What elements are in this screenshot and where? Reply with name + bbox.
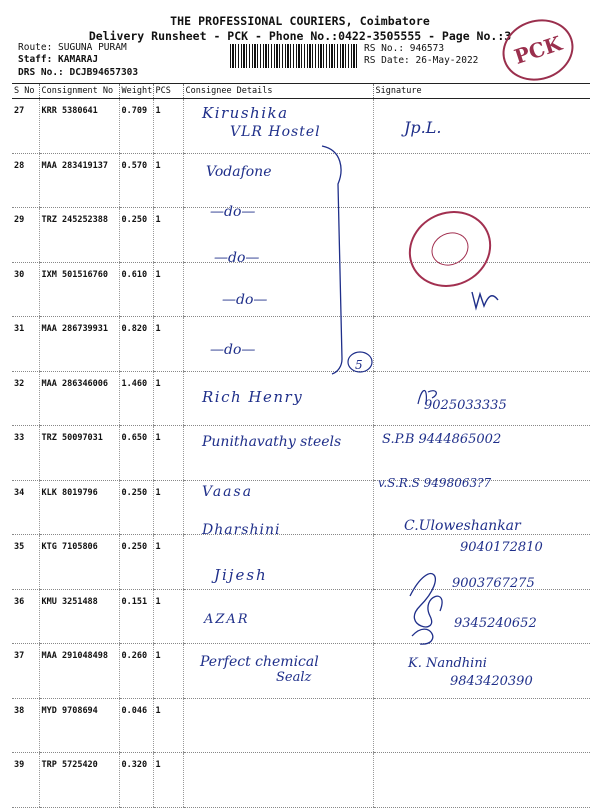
row-consignee-details: [183, 753, 373, 808]
table-row: [12, 153, 590, 208]
row-sno: 37: [12, 644, 39, 699]
hw-signature-39a: K. Nandhini: [408, 656, 487, 671]
hw-consignee-32: —do—: [210, 342, 256, 358]
pck-stamp-text: PCK: [511, 31, 565, 69]
row-pcs: 1: [153, 153, 183, 208]
row-weight: 0.250: [119, 208, 153, 263]
row-pcs: 1: [153, 317, 183, 372]
row-pcs: 1: [153, 698, 183, 753]
col-weight: Weight: [119, 84, 153, 99]
row-consignee-details: [183, 535, 373, 590]
table-row: [12, 208, 590, 263]
row-consignment-no: KLK 8019796: [39, 480, 119, 535]
hw-consignee-28: Vodafone: [206, 164, 272, 180]
row-pcs: 1: [153, 426, 183, 481]
table-row: [12, 753, 590, 808]
route-label: Route: SUGUNA PURAM: [18, 42, 127, 53]
row-consignment-no: KRR 5380641: [39, 99, 119, 154]
row-consignment-no: IXM 501516760: [39, 262, 119, 317]
hw-consignee-30: —do—: [214, 250, 260, 266]
row-weight: 0.610: [119, 262, 153, 317]
hw-signature-39b: 9843420390: [450, 674, 533, 689]
row-consignment-no: TRZ 245252388: [39, 208, 119, 263]
hw-brace: [316, 144, 376, 380]
row-consignment-no: MAA 286346006: [39, 371, 119, 426]
row-weight: 0.250: [119, 535, 153, 590]
table-header-row: [12, 84, 590, 99]
row-sno: 39: [12, 753, 39, 808]
hw-consignee-27b: VLR Hostel: [230, 124, 321, 140]
hw-signature-31: [470, 286, 500, 312]
hw-consignee-39b: Sealz: [276, 670, 312, 685]
row-pcs: 1: [153, 480, 183, 535]
hw-signature-36b: 9040172810: [460, 540, 543, 555]
table-row: [12, 262, 590, 317]
row-weight: 0.570: [119, 153, 153, 208]
hw-consignee-38: AZAR: [204, 612, 250, 627]
row-consignment-no: KTG 7105806: [39, 535, 119, 590]
hw-brace-count: 5: [355, 358, 363, 372]
table-row: [12, 698, 590, 753]
row-weight: 0.151: [119, 589, 153, 644]
staff-label: Staff: KAMARAJ: [18, 54, 99, 65]
hw-signature-scribble: [400, 556, 452, 648]
hw-consignee-36: Dharshini: [202, 522, 281, 538]
row-consignment-no: MAA 291048498: [39, 644, 119, 699]
row-weight: 0.650: [119, 426, 153, 481]
rs-date: RS Date: 26-May-2022: [364, 55, 479, 66]
barcode: [230, 44, 358, 68]
row-consignee-details: [183, 698, 373, 753]
hw-signature-33: 9025033335: [424, 398, 507, 413]
row-weight: 0.250: [119, 480, 153, 535]
hw-signature-36a: C.Uloweshankar: [404, 518, 521, 534]
row-sno: 35: [12, 535, 39, 590]
hw-consignee-34: Punithavathy steels: [202, 434, 342, 450]
col-signature: Signature: [373, 84, 590, 99]
row-pcs: 1: [153, 371, 183, 426]
company-name: THE PROFESSIONAL COURIERS, Coimbatore: [170, 14, 430, 28]
runsheet-title: Delivery Runsheet - PCK - Phone No.:0422-3505555 - Page No.:3: [88, 29, 512, 43]
row-sno: 28: [12, 153, 39, 208]
col-consignment: Consignment No: [39, 84, 119, 99]
row-sno: 36: [12, 589, 39, 644]
hw-signature-34: S.P.B 9444865002: [382, 432, 502, 447]
hw-signature-38: 9345240652: [454, 616, 537, 631]
row-weight: 0.046: [119, 698, 153, 753]
row-signature: [373, 698, 590, 753]
row-consignment-no: MAA 286739931: [39, 317, 119, 372]
col-consignee: Consignee Details: [183, 84, 373, 99]
row-weight: 1.460: [119, 371, 153, 426]
hw-signature-27: Jp.L.: [404, 118, 442, 137]
row-pcs: 1: [153, 535, 183, 590]
row-signature: [373, 153, 590, 208]
hw-consignee-37: Jijesh: [214, 566, 268, 584]
hw-consignee-29: —do—: [210, 204, 256, 220]
row-pcs: 1: [153, 589, 183, 644]
row-sno: 32: [12, 371, 39, 426]
row-pcs: 1: [153, 99, 183, 154]
row-consignment-no: MYD 9708694: [39, 698, 119, 753]
row-consignment-no: MAA 283419137: [39, 153, 119, 208]
row-consignment-no: KMU 3251488: [39, 589, 119, 644]
row-sno: 38: [12, 698, 39, 753]
hw-consignee-33: Rich Henry: [202, 388, 304, 406]
table-row: [12, 317, 590, 372]
row-sno: 30: [12, 262, 39, 317]
row-sno: 31: [12, 317, 39, 372]
row-signature: [373, 753, 590, 808]
row-consignment-no: TRP 5725420: [39, 753, 119, 808]
row-signature: [373, 317, 590, 372]
row-consignment-no: TRZ 50097031: [39, 426, 119, 481]
row-sno: 29: [12, 208, 39, 263]
col-pcs: PCS: [153, 84, 183, 99]
hw-signature-35: v.S.R.S 9498063?7: [378, 476, 492, 490]
row-weight: 0.320: [119, 753, 153, 808]
drs-number: DRS No.: DCJB94657303: [18, 67, 139, 78]
row-sno: 33: [12, 426, 39, 481]
row-weight: 0.709: [119, 99, 153, 154]
hw-consignee-35: Vaasa: [202, 484, 254, 500]
row-pcs: 1: [153, 208, 183, 263]
hw-consignee-31: —do—: [222, 292, 268, 308]
row-pcs: 1: [153, 753, 183, 808]
row-pcs: 1: [153, 262, 183, 317]
row-weight: 0.260: [119, 644, 153, 699]
row-sno: 34: [12, 480, 39, 535]
col-sno: S No: [12, 84, 39, 99]
hw-signature-37: 9003767275: [452, 576, 535, 591]
row-sno: 27: [12, 99, 39, 154]
rs-number: RS No.: 946573: [364, 43, 445, 54]
row-weight: 0.820: [119, 317, 153, 372]
hw-consignee-39a: Perfect chemical: [200, 654, 319, 670]
row-pcs: 1: [153, 644, 183, 699]
hw-consignee-27a: Kirushika: [202, 104, 289, 122]
